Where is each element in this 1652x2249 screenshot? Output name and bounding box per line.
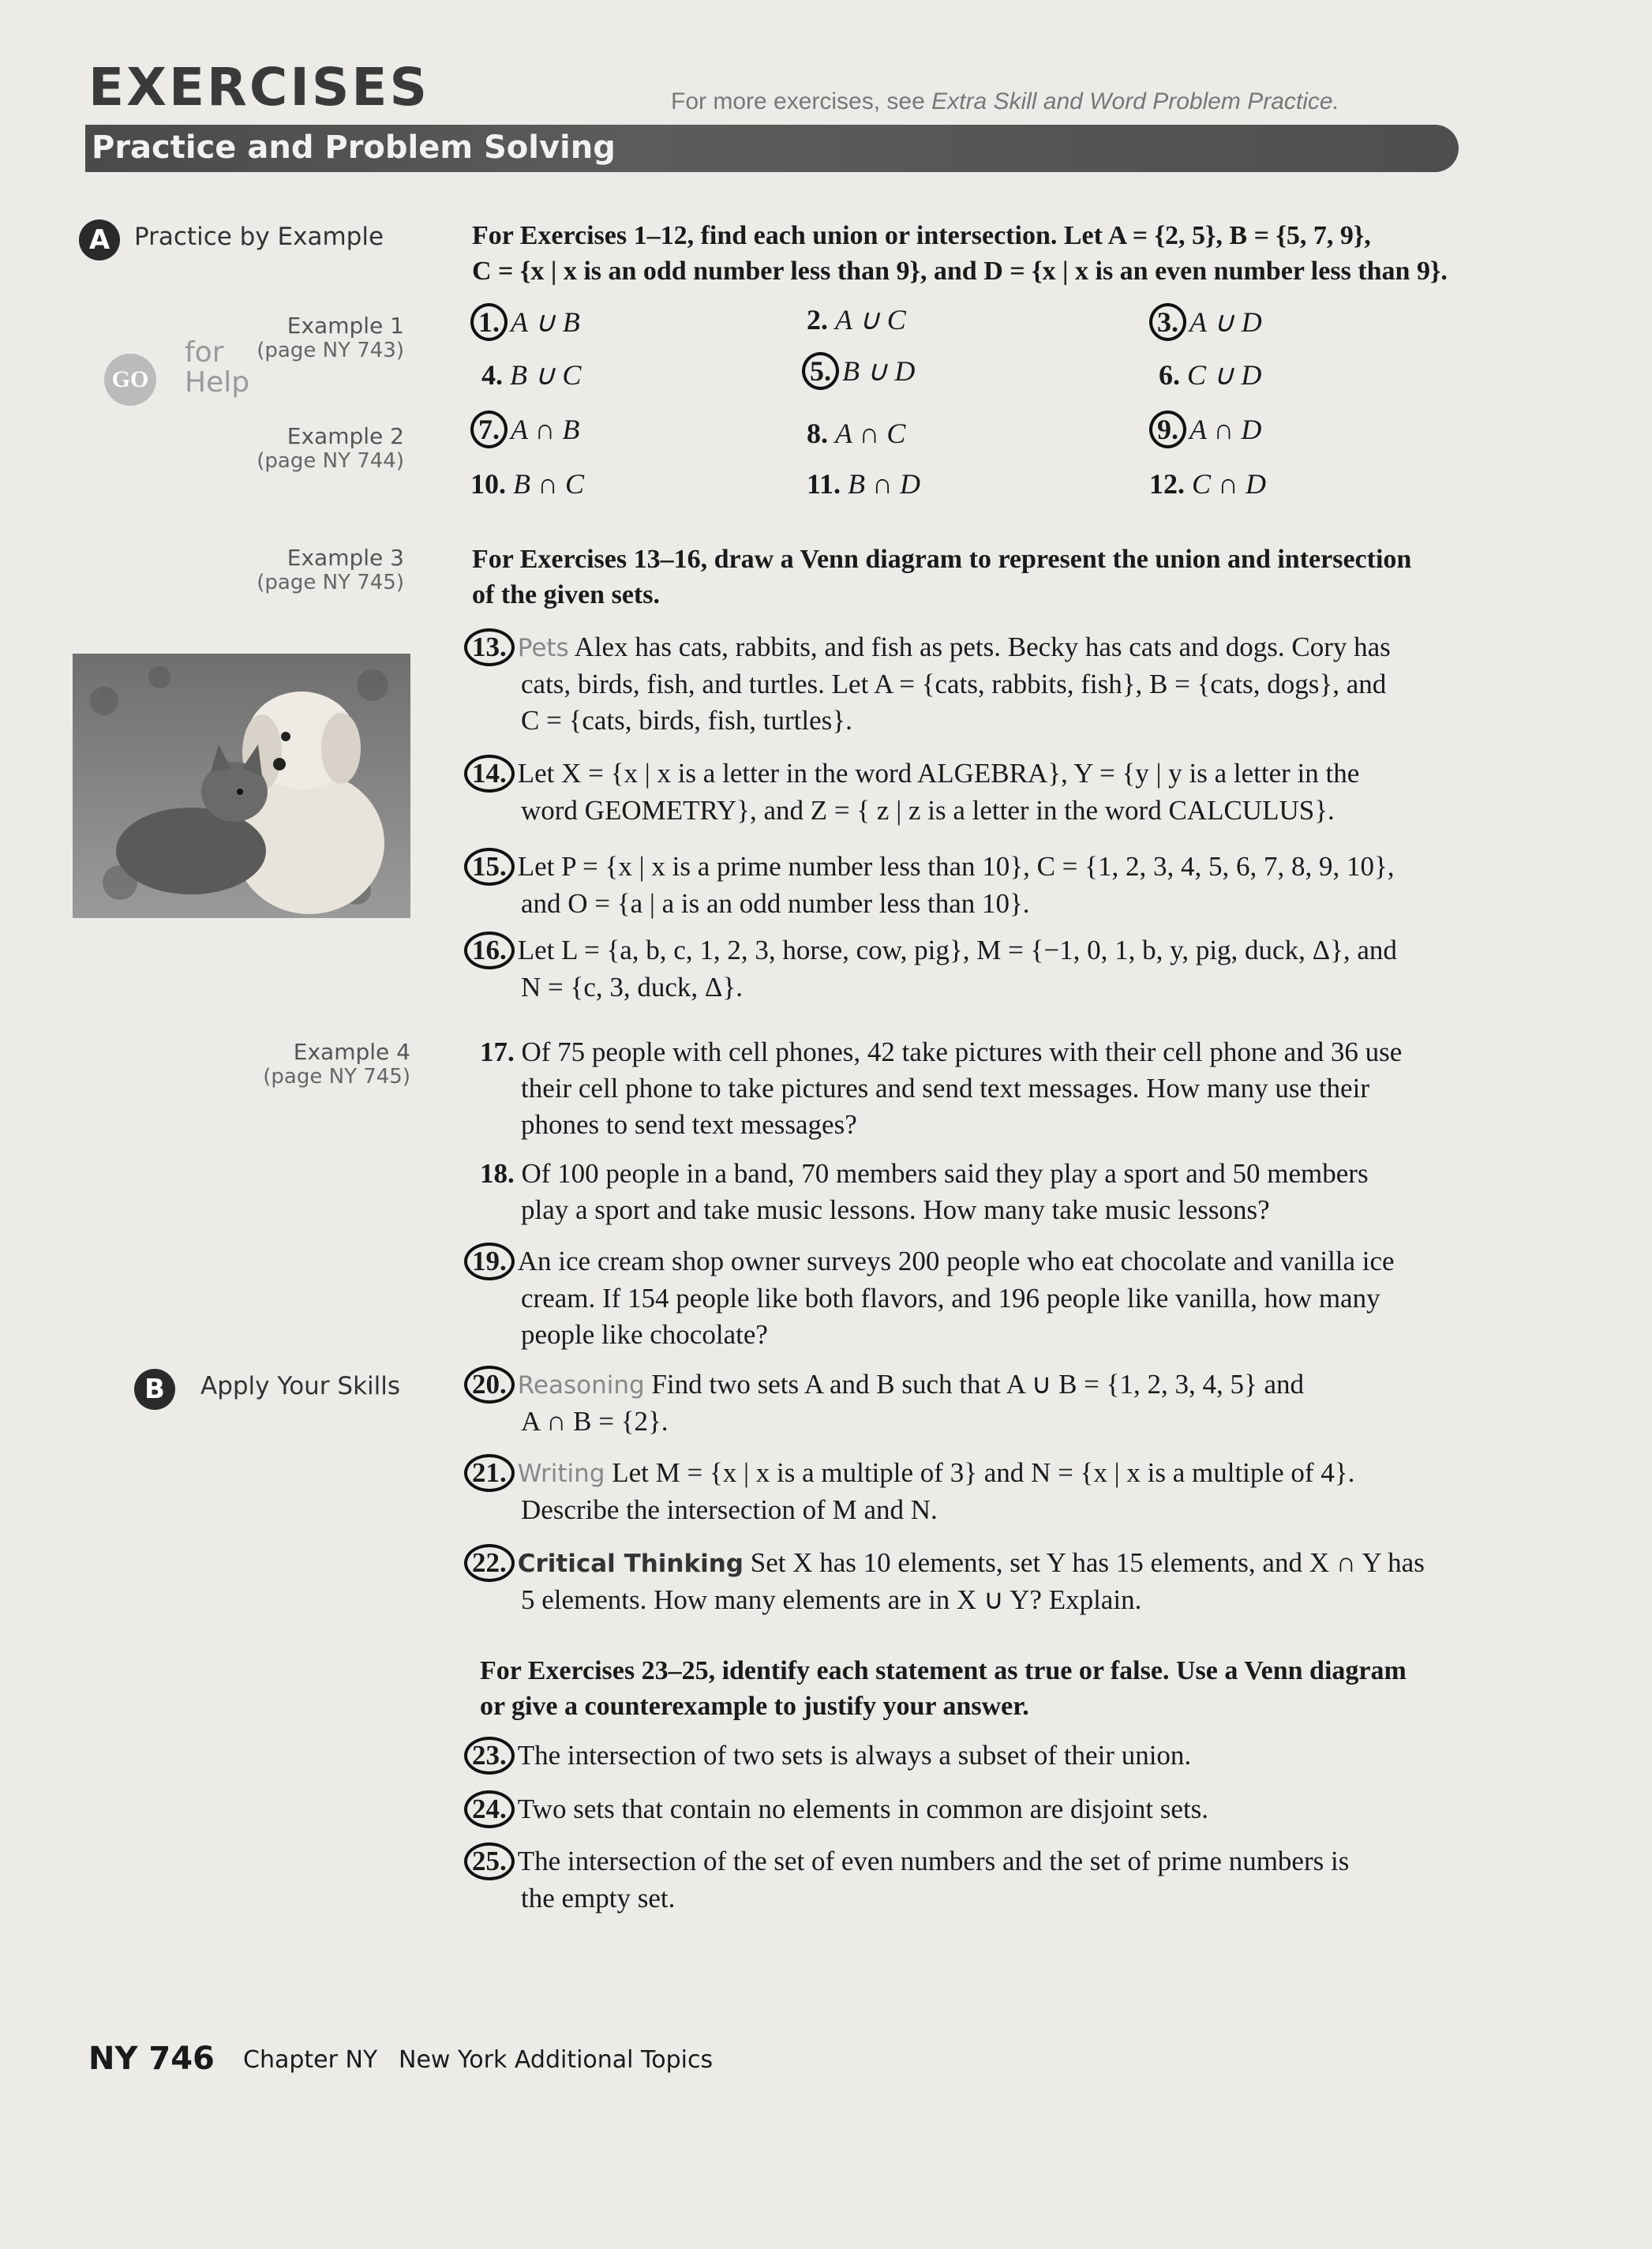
exercise-9 <box>1149 410 1261 448</box>
exercise-16-line2: N = {c, 3, duck, Δ}. <box>521 972 743 1003</box>
go-for-help-for: for <box>185 336 224 369</box>
exercise-9-expr: A ∩ D <box>1189 414 1262 445</box>
exercise-10-expr: B ∩ C <box>513 468 584 500</box>
exercise-17-line3: phones to send text messages? <box>521 1109 857 1140</box>
exercise-10-number: 10. <box>470 468 506 500</box>
exercise-6-expr: C ∪ D <box>1187 359 1262 391</box>
exercise-18-line2: play a sport and take music lessons. How many take music lessons? <box>521 1194 1270 1225</box>
exercise-10 <box>470 467 584 500</box>
exercise-15-line2: and O = {a | a is an odd number less than 10}. <box>521 888 1030 919</box>
exercise-20-number: 20. <box>464 1366 515 1404</box>
exercise-4-expr: B ∪ C <box>510 359 582 391</box>
exercise-13-label: Pets <box>517 634 569 662</box>
example-1-page: (page NY 743) <box>257 339 404 362</box>
exercises-13-16-instruction-line2: of the given sets. <box>472 580 660 609</box>
more-exercises-italic: Extra Skill and Word Problem Practice. <box>931 88 1339 114</box>
exercise-23-number: 23. <box>464 1737 515 1775</box>
example-3-label: Example 3 <box>287 545 404 571</box>
exercise-15-number: 15. <box>464 848 515 886</box>
exercise-11 <box>807 467 920 500</box>
exercise-11-number: 11. <box>807 468 841 500</box>
exercises-1-12-grid <box>470 303 1497 540</box>
example-4-page: (page NY 745) <box>263 1065 410 1089</box>
exercise-1 <box>470 303 580 341</box>
exercise-7-expr: A ∩ B <box>511 414 580 445</box>
exercise-16-number: 16. <box>464 931 515 969</box>
example-3-ref <box>88 545 404 594</box>
example-2-page: (page NY 744) <box>257 449 404 473</box>
exercise-13 <box>464 628 1616 739</box>
exercise-21-label: Writing <box>517 1460 605 1488</box>
exercise-19-line2: cream. If 154 people like both flavors, and 196 people like vanilla, how many <box>521 1283 1380 1314</box>
exercise-3-number: 3. <box>1149 303 1186 341</box>
section-banner-title: Practice and Problem Solving <box>92 129 616 166</box>
exercise-22-line2: 5 elements. How many elements are in X ∪ Y? Explain. <box>521 1584 1142 1615</box>
exercise-17-line2: their cell phone to take pictures and send text messages. How many use their <box>521 1073 1369 1104</box>
exercise-1-expr: A ∪ B <box>511 306 580 338</box>
exercises-1-12-instruction-line2: C = {x | x is an odd number less than 9}, and D = {x | x is an even number less than 9}. <box>472 257 1448 286</box>
exercises-23-25-instruction-line2: or give a counterexample to justify your answer. <box>480 1692 1029 1721</box>
exercise-25-number: 25. <box>464 1842 515 1880</box>
exercise-22 <box>464 1544 1616 1618</box>
exercise-19 <box>464 1243 1616 1353</box>
exercise-17-line1: Of 75 people with cell phones, 42 take pictures with their cell phone and 36 use <box>521 1036 1403 1067</box>
exercise-11-expr: B ∩ D <box>848 468 921 500</box>
exercise-16 <box>464 931 1616 1006</box>
exercise-14-number: 14. <box>464 755 515 793</box>
exercise-2 <box>807 303 906 336</box>
exercise-22-label: Critical Thinking <box>517 1550 744 1578</box>
exercise-15-line1: Let P = {x | x is a prime number less than 10}, C = {1, 2, 3, 4, 5, 6, 7, 8, 9, 10}, <box>517 851 1395 882</box>
exercises-23-25-instruction-line1: For Exercises 23–25, identify each statement as true or false. Use a Venn diagram <box>480 1656 1407 1685</box>
exercise-20-line1: Find two sets A and B such that A ∪ B = {1, 2, 3, 4, 5} and <box>651 1369 1305 1400</box>
exercise-18-line1: Of 100 people in a band, 70 members said they play a sport and 50 members <box>521 1158 1369 1189</box>
exercise-13-number: 13. <box>464 628 515 666</box>
exercises-13-16-instruction <box>472 542 1609 613</box>
go-for-help-help: Help <box>185 366 250 399</box>
exercise-22-line1: Set X has 10 elements, set Y has 15 elements, and X ∩ Y has <box>750 1547 1425 1578</box>
footer-topic: New York Additional Topics <box>399 2046 714 2074</box>
exercise-14 <box>464 755 1616 829</box>
exercise-14-line2: word GEOMETRY}, and Z = { z | z is a letter in the word CALCULUS}. <box>521 795 1335 826</box>
exercise-15 <box>464 848 1616 922</box>
footer-page-number: NY 746 <box>88 2041 215 2077</box>
exercise-5-expr: B ∪ D <box>842 355 916 387</box>
exercise-24-number: 24. <box>464 1790 515 1828</box>
exercise-7-number: 7. <box>470 410 508 448</box>
go-for-help-label <box>185 338 249 398</box>
section-a-badge: A <box>79 219 120 261</box>
exercise-3 <box>1149 303 1262 341</box>
exercise-20-label: Reasoning <box>517 1371 645 1400</box>
exercise-22-number: 22. <box>464 1544 515 1582</box>
more-exercises-note <box>671 88 1339 115</box>
exercise-8 <box>807 417 905 450</box>
exercise-12-expr: C ∩ D <box>1192 468 1267 500</box>
example-1-label: Example 1 <box>287 313 404 339</box>
example-2-ref <box>88 423 404 473</box>
exercise-21 <box>464 1454 1616 1528</box>
exercise-13-line1: Alex has cats, rabbits, and fish as pets. Becky has cats and dogs. Cory has <box>574 632 1391 662</box>
example-3-page: (page NY 745) <box>257 571 404 594</box>
exercise-8-expr: A ∩ C <box>835 418 906 449</box>
apply-your-skills-heading: Apply Your Skills <box>200 1372 401 1400</box>
exercise-19-line1: An ice cream shop owner surveys 200 people who eat chocolate and vanilla ice <box>517 1246 1395 1276</box>
exercises-23-25-instruction <box>480 1653 1616 1724</box>
exercise-9-number: 9. <box>1149 410 1186 448</box>
exercises-1-12-instruction <box>472 218 1609 289</box>
exercise-25-line1: The intersection of the set of even numbers and the set of prime numbers is <box>517 1846 1350 1876</box>
exercise-24 <box>464 1790 1616 1828</box>
photo-illustration <box>73 654 410 918</box>
exercise-4 <box>481 358 581 392</box>
exercise-13-line2: cats, birds, fish, and turtles. Let A = {cats, rabbits, fish}, B = {cats, dogs}, and <box>521 669 1387 699</box>
exercise-2-expr: A ∪ C <box>835 304 906 335</box>
exercise-16-line1: Let L = {a, b, c, 1, 2, 3, horse, cow, pig}, M = {−1, 0, 1, b, y, pig, duck, Δ}, and <box>517 935 1397 965</box>
exercise-21-line2: Describe the intersection of M and N. <box>521 1494 938 1525</box>
exercise-21-line1: Let M = {x | x is a multiple of 3} and N = {x | x is a multiple of 4}. <box>612 1457 1355 1488</box>
exercise-23 <box>464 1737 1616 1775</box>
exercise-6 <box>1159 358 1261 392</box>
exercise-24-line1: Two sets that contain no elements in common are disjoint sets. <box>517 1794 1209 1824</box>
exercise-6-number: 6. <box>1159 359 1180 391</box>
exercise-20-line2: A ∩ B = {2}. <box>521 1406 669 1437</box>
exercises-1-12-instruction-line1: For Exercises 1–12, find each union or intersection. Let A = {2, 5}, B = {5, 7, 9}, <box>472 221 1371 250</box>
exercise-4-number: 4. <box>481 359 503 391</box>
exercise-5 <box>802 352 915 390</box>
exercise-21-number: 21. <box>464 1454 515 1492</box>
exercise-7 <box>470 410 579 448</box>
exercises-13-16-instruction-line1: For Exercises 13–16, draw a Venn diagram to represent the union and intersection <box>472 545 1412 574</box>
section-b-badge: B <box>134 1369 175 1410</box>
footer-chapter: Chapter NY <box>243 2046 378 2074</box>
exercise-19-number: 19. <box>464 1243 515 1280</box>
exercise-2-number: 2. <box>807 304 828 335</box>
exercise-3-expr: A ∪ D <box>1189 306 1262 338</box>
exercise-19-line3: people like chocolate? <box>521 1319 768 1350</box>
exercise-25-line2: the empty set. <box>521 1883 676 1914</box>
page-title: EXERCISES <box>88 57 430 118</box>
exercise-20 <box>464 1366 1616 1440</box>
exercise-12 <box>1149 467 1266 500</box>
exercise-12-number: 12. <box>1149 468 1185 500</box>
exercise-17 <box>480 1034 1616 1143</box>
exercise-13-line3: C = {cats, birds, fish, turtles}. <box>521 705 852 736</box>
exercise-18 <box>480 1156 1616 1228</box>
example-2-label: Example 2 <box>287 423 404 449</box>
example-4-ref <box>95 1039 410 1089</box>
more-exercises-plain: For more exercises, see <box>671 88 932 114</box>
cat-and-puppy-photo <box>73 654 410 918</box>
practice-by-example-heading: Practice by Example <box>134 223 384 251</box>
exercise-18-number: 18. <box>480 1158 515 1189</box>
exercise-14-line1: Let X = {x | x is a letter in the word ALGEBRA}, Y = {y | y is a letter in the <box>517 758 1360 789</box>
exercise-1-number: 1. <box>470 303 508 341</box>
go-for-help-icon: GO <box>104 354 156 406</box>
exercise-25 <box>464 1842 1616 1917</box>
example-4-label: Example 4 <box>293 1039 410 1065</box>
exercise-23-line1: The intersection of two sets is always a subset of their union. <box>517 1740 1192 1771</box>
exercise-5-number: 5. <box>802 352 839 390</box>
exercise-8-number: 8. <box>807 418 828 449</box>
exercise-17-number: 17. <box>480 1036 515 1067</box>
